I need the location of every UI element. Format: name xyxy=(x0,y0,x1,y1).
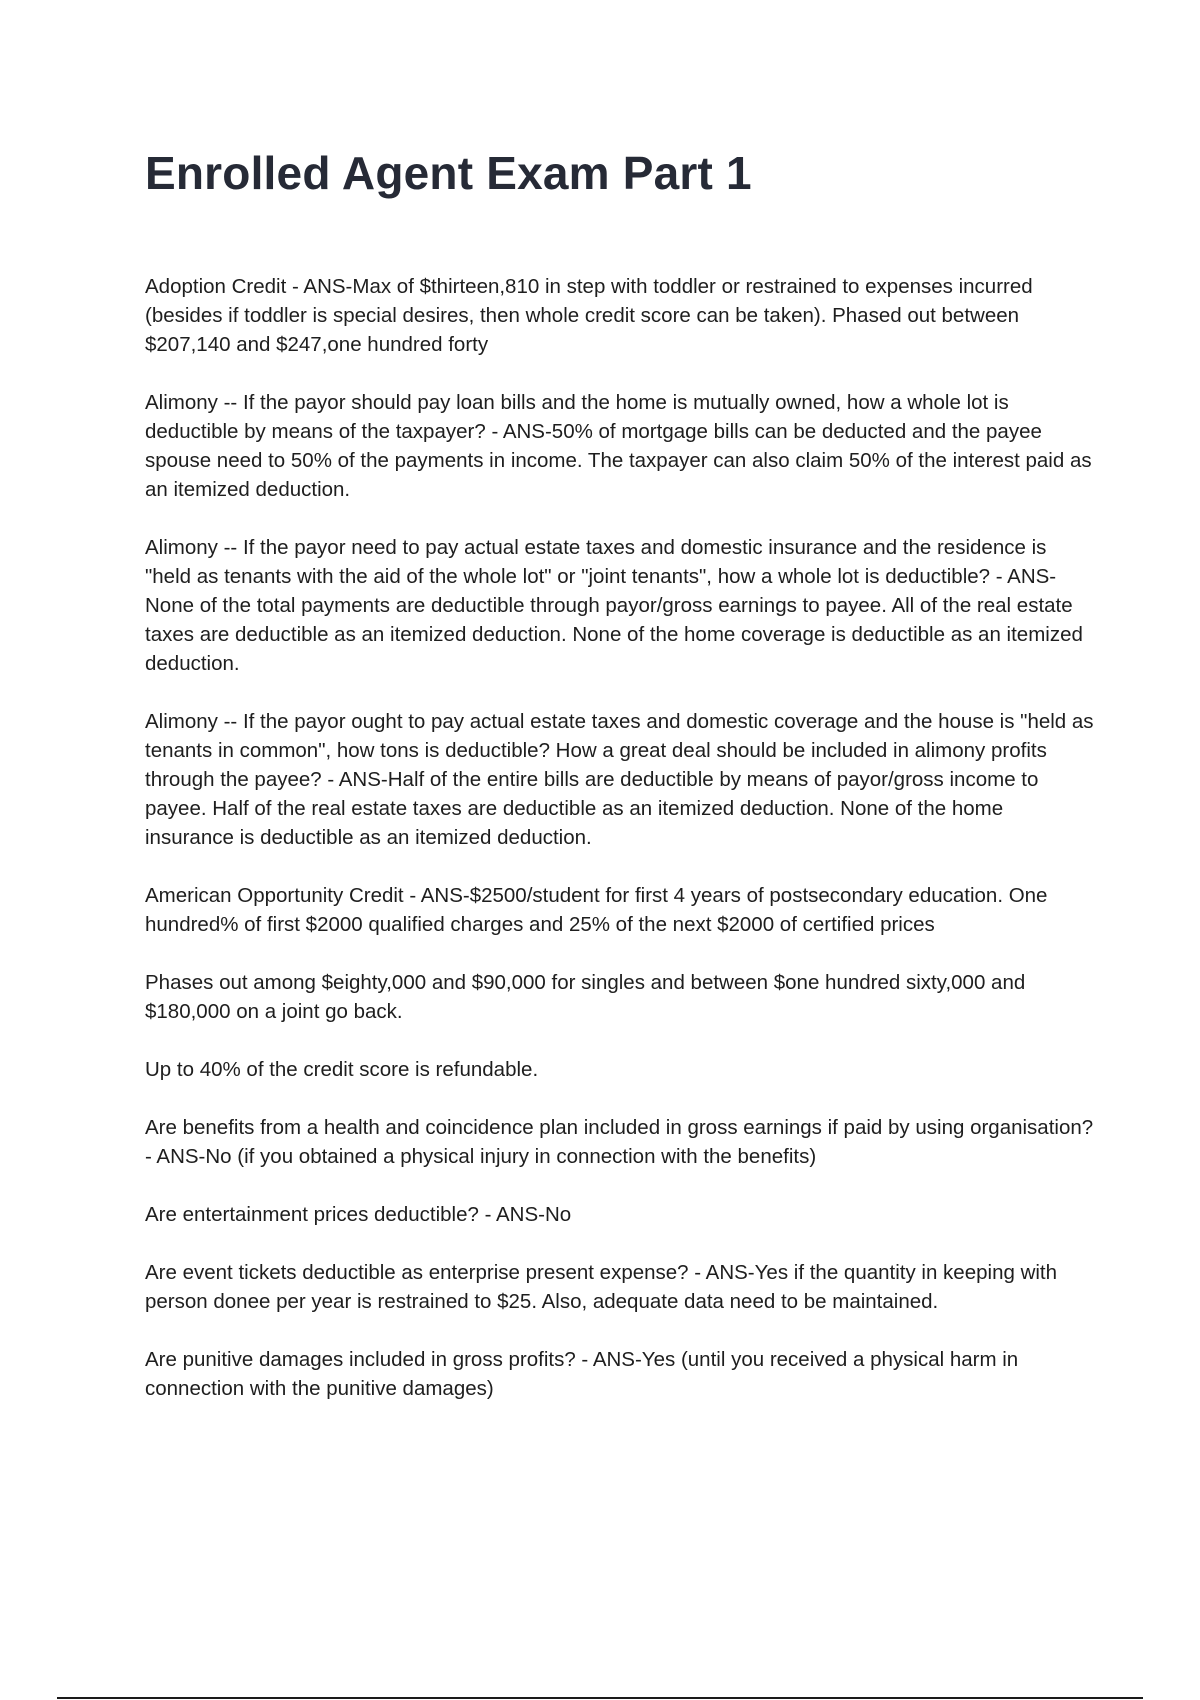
paragraph-event-tickets: Are event tickets deductible as enterprise present expense? - ANS-Yes if the quantity in keeping with person donee per year is restrained to $25. Also, adequate data need to be maintained. xyxy=(145,1261,1058,1313)
paragraph-alimony-joint-tenants: Alimony -- If the payor need to pay actual estate taxes and domestic insurance and the residence is "held as tenants with the aid of the whole lot" or "joint tenants", how a whole lot is deductible? - ANS-None of the total payments are deductible through payor/gross earnings to payee. All of the real estate taxes are deductible as an itemized deduction. None of the home coverage is deductible as an itemized deduction. xyxy=(145,536,1083,675)
document-body xyxy=(145,272,1095,1432)
document-title: Enrolled Agent Exam Part 1 xyxy=(145,147,752,199)
paragraph-health-accident-plan: Are benefits from a health and coincidence plan included in gross earnings if paid by using organisation? - ANS-No (if you obtained a physical injury in connection with the benefits) xyxy=(145,1116,1094,1168)
paragraph-punitive-damages: Are punitive damages included in gross profits? - ANS-Yes (until you received a physical harm in connection with the punitive damages) xyxy=(145,1348,1019,1400)
paragraph-refundable: Up to 40% of the credit score is refundable. xyxy=(145,1058,539,1081)
paragraph-phase-out: Phases out among $eighty,000 and $90,000 for singles and between $one hundred sixty,000 and $180,000 on a joint go back. xyxy=(145,971,1026,1023)
paragraph-alimony-loan: Alimony -- If the payor should pay loan bills and the home is mutually owned, how a whole lot is deductible by means of the taxpayer? - ANS-50% of mortgage bills can be deducted and the payee spouse need to 50% of the payments in income. The taxpayer can also claim 50% of the interest paid as an itemized deduction. xyxy=(145,391,1092,501)
paragraph-american-opportunity-credit: American Opportunity Credit - ANS-$2500/student for first 4 years of postsecondary education. One hundred% of first $2000 qualified charges and 25% of the next $2000 of certified prices xyxy=(145,884,1048,936)
paragraph-adoption-credit: Adoption Credit - ANS-Max of $thirteen,810 in step with toddler or restrained to expenses incurred (besides if toddler is special desires, then whole credit score can be taken). Phased out between $207,140 and $247,one hundred forty xyxy=(145,275,1033,356)
paragraph-entertainment: Are entertainment prices deductible? - ANS-No xyxy=(145,1203,572,1226)
footer-divider xyxy=(57,1697,1143,1699)
paragraph-alimony-tenants-in-common: Alimony -- If the payor ought to pay actual estate taxes and domestic coverage and the house is "held as tenants in common", how tons is deductible? How a great deal should be included in alimony profits through the payee? - ANS-Half of the entire bills are deductible by means of payor/gross income to payee. Half of the real estate taxes are deductible as an itemized deduction. None of the home insurance is deductible as an itemized deduction. xyxy=(145,710,1094,849)
